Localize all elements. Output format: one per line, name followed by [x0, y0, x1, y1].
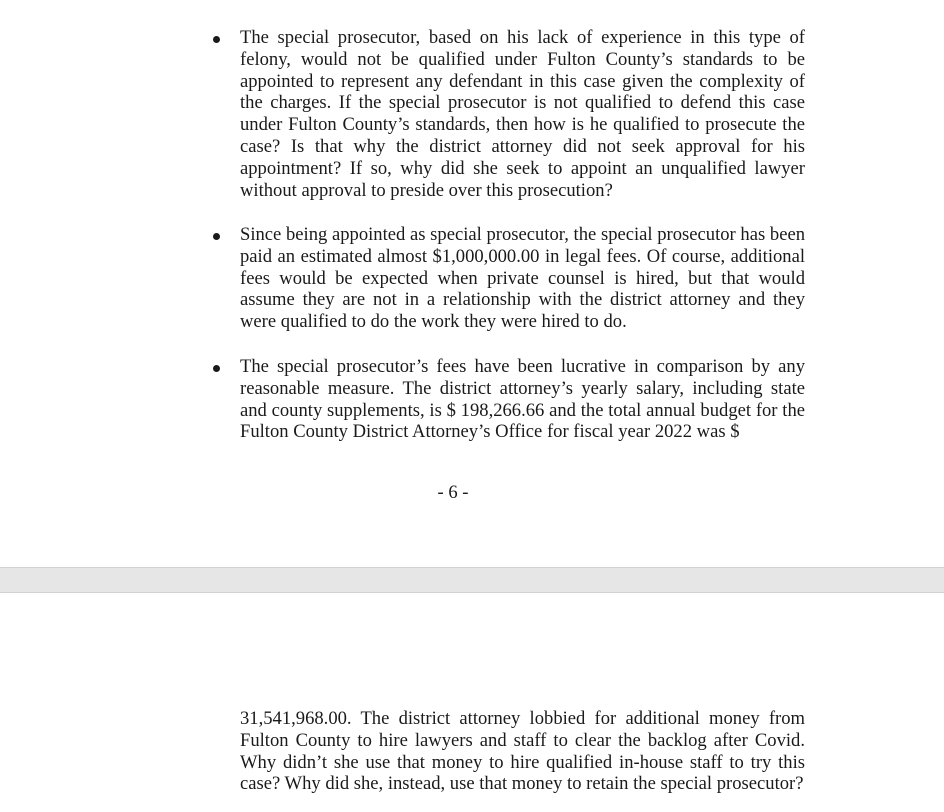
bullet-text: The special prosecutor, based on his lack of experience in this type of felony, would not be qualified under Fulton County’s standards to be appointed to represent any defendant in this case given the complexity of the charges. If the special prosecutor is not qualified to defend this case under Fulton County’s standards, then how is he qualified to prosecute the case? Is that why the district attorney did not seek approval for his appointment? If so, why did she seek to appoint an unqualified lawyer without approval to preside over this prosecution?: [240, 27, 805, 201]
page-number: - 6 -: [437, 482, 469, 503]
bullet-dot-icon: [213, 233, 220, 240]
document-page-7: [0, 593, 944, 812]
bullet-text: Since being appointed as special prosecutor, the special prosecutor has been paid an estimated almost $1,000,000.00 in legal fees. Of course, additional fees would be expected when private counsel is hired, but that would assume they are not in a relationship with the district attorney and they were qualified to do the work they were hired to do.: [240, 224, 805, 333]
bullet-dot-icon: [213, 365, 220, 372]
page-separator: [0, 567, 944, 593]
bullet-text: The special prosecutor’s fees have been lucrative in comparison by any reasonable measure. The district attorney’s yearly salary, including state and county supplements, is $ 198,266.66 and the total annual budget for the Fulton County District Attorney’s Office for fiscal year 2022 was $: [240, 356, 805, 443]
cut-off-previous-line: [240, 0, 805, 3]
continuation-paragraph: 31,541,968.00. The district attorney lobbied for additional money from Fulton County to hire lawyers and staff to clear the backlog after Covid. Why didn’t she use that money to hire qualified in-house staff to try this case? Why did she, instead, use that money to retain the special prosecutor?: [240, 708, 805, 795]
bullet-dot-icon: [213, 36, 220, 43]
